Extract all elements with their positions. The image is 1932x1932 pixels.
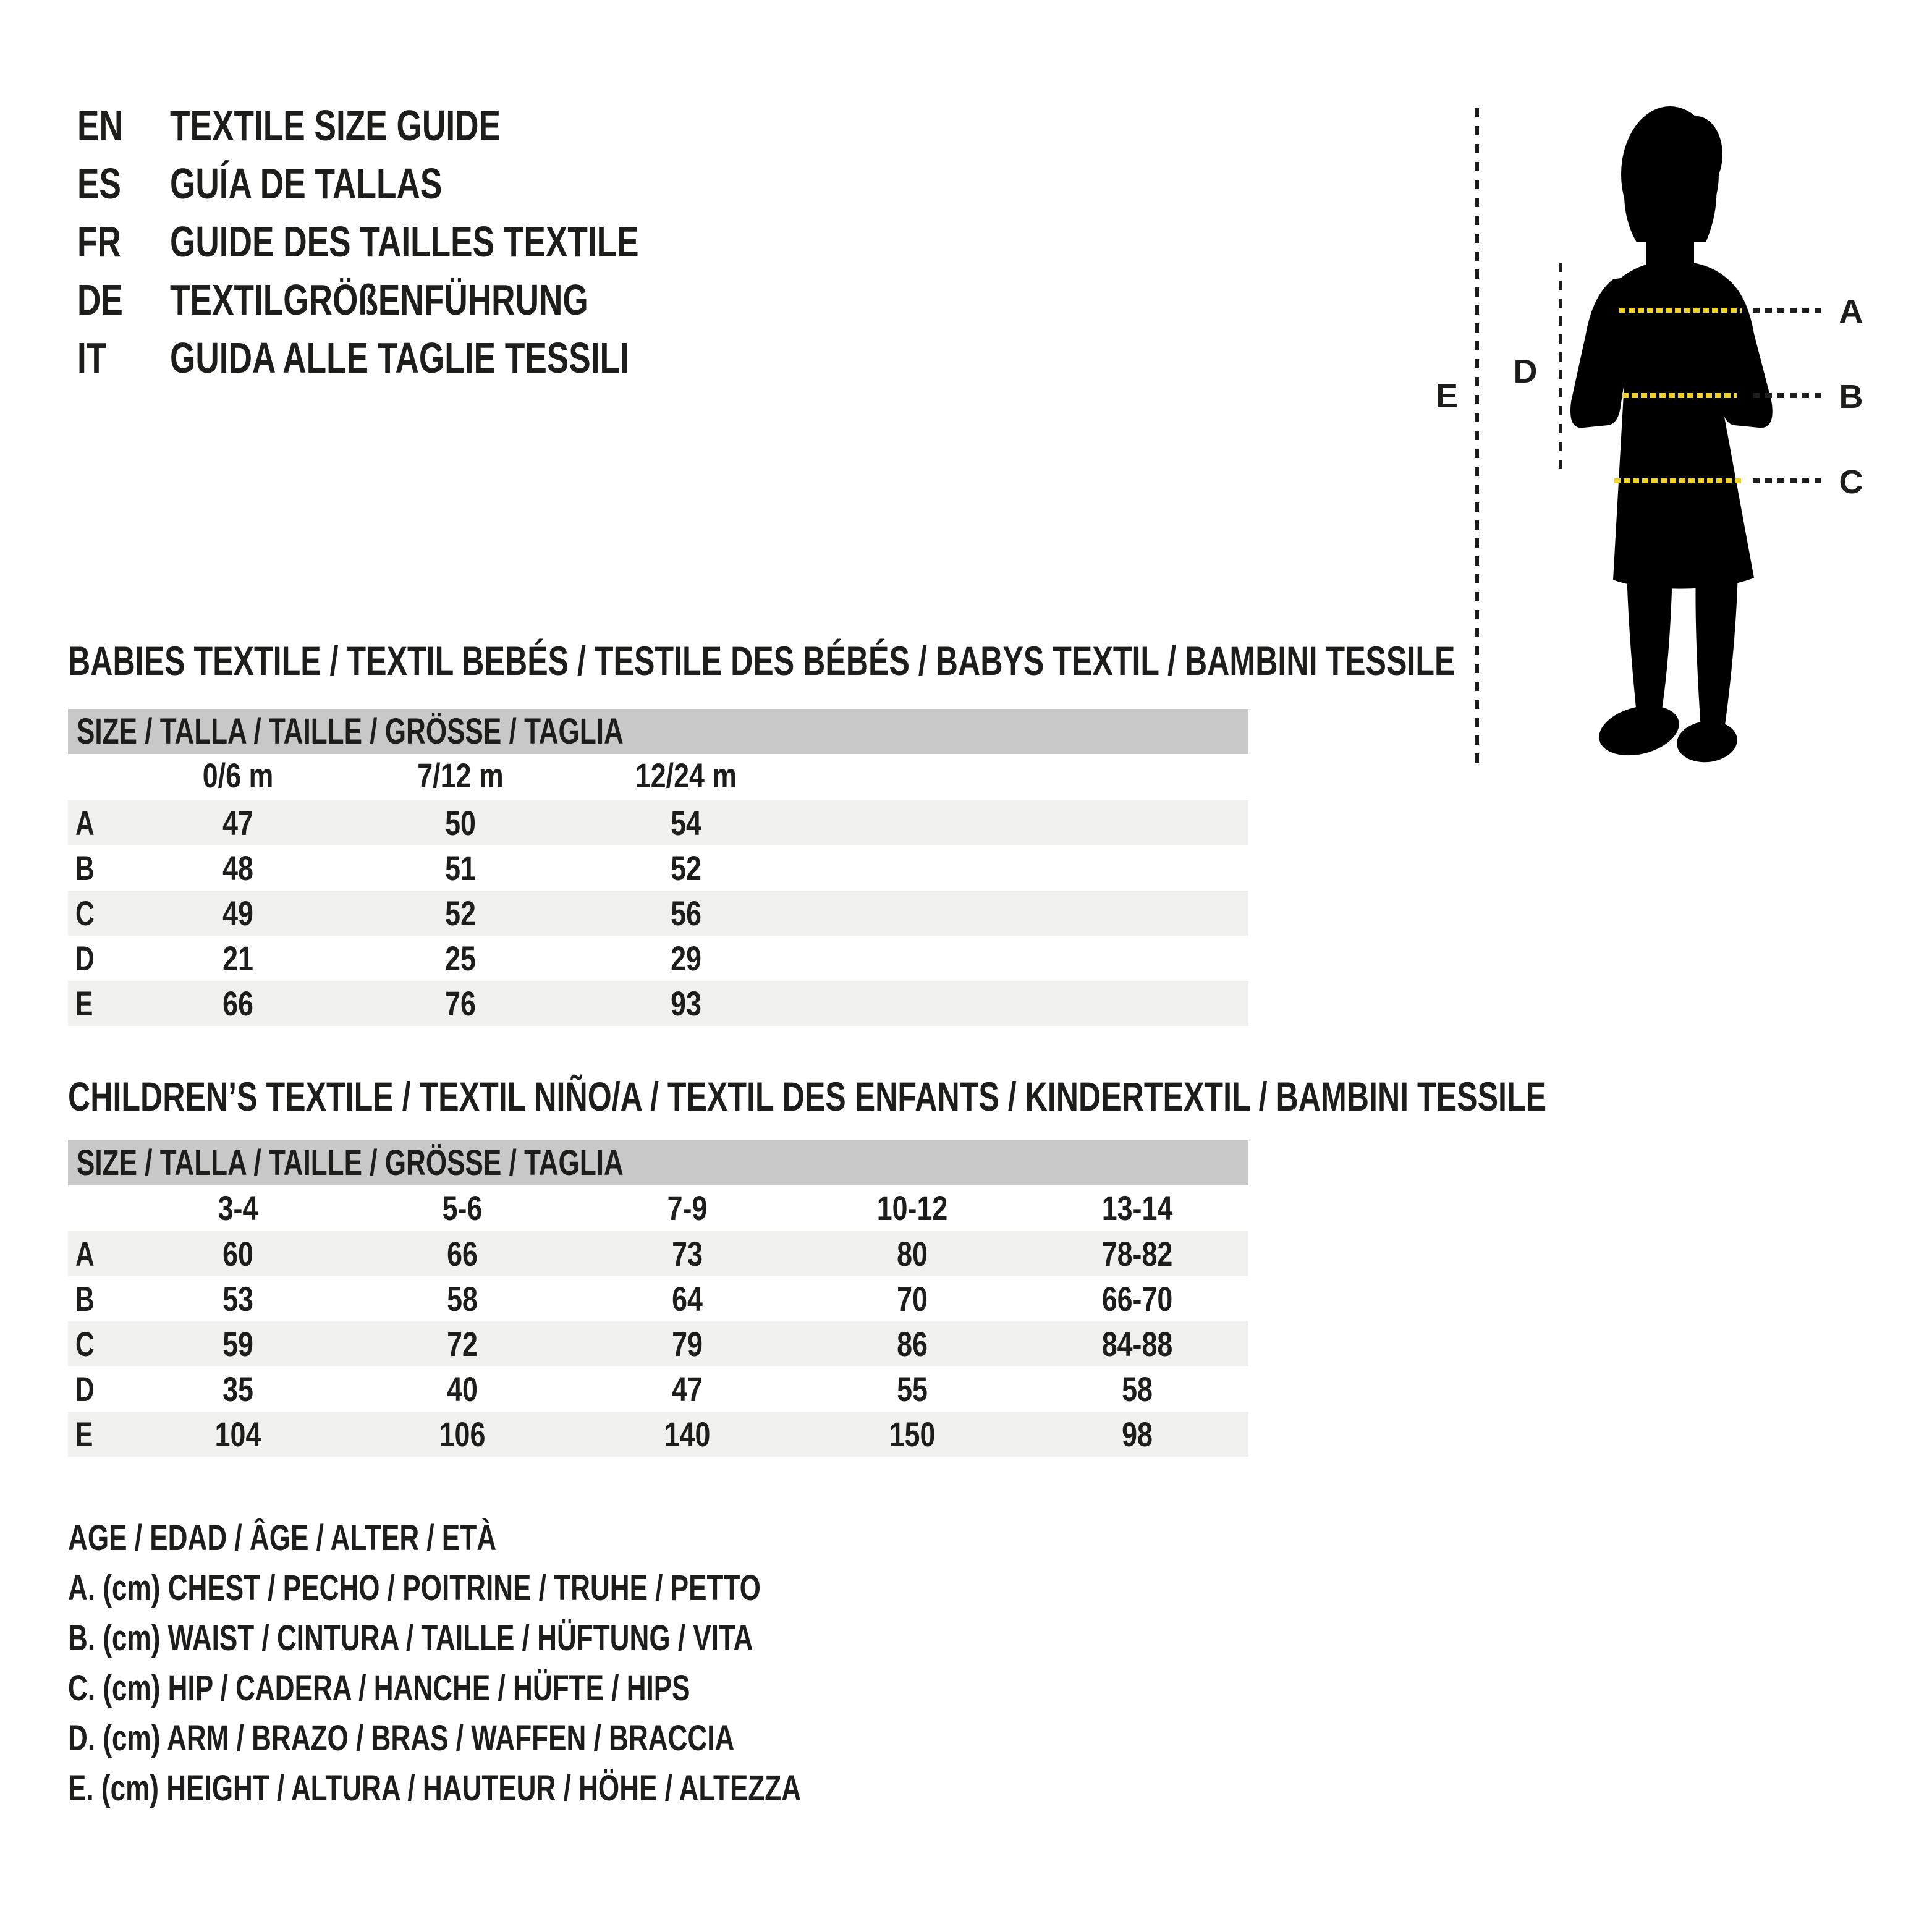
size-value-cell: 79 — [672, 1324, 703, 1363]
age-column-header: 7/12 m — [417, 756, 504, 795]
babies-section-title: BABIES TEXTILE / TEXTIL BEBÉS / TESTILE DES BÉBÉS / BABYS TEXTIL / BAMBINI TESSILE — [68, 638, 1455, 684]
size-header-label: SIZE / TALLA / TAILLE / GRÖSSE / TAGLIA — [77, 711, 624, 752]
age-column-header: 5-6 — [442, 1188, 483, 1227]
size-value-cell: 48 — [222, 849, 253, 888]
age-column-header: 7-9 — [667, 1188, 708, 1227]
size-value-cell: 58 — [447, 1279, 478, 1318]
waist-line-label: B — [1839, 378, 1863, 415]
size-value-cell: 47 — [672, 1370, 703, 1409]
guide-title: GUÍA DE TALLAS — [170, 159, 443, 208]
size-value-cell: 25 — [445, 939, 476, 978]
language-code: FR — [77, 218, 121, 266]
children-section-title: CHILDREN’S TEXTILE / TEXTIL NIÑO/A / TEXTIL DES ENFANTS / KINDERTEXTIL / BAMBINI TESSILE — [68, 1074, 1547, 1119]
measure-row-label: D — [75, 939, 95, 978]
guide-title: TEXTILE SIZE GUIDE — [170, 101, 501, 150]
size-value-cell: 70 — [897, 1279, 928, 1318]
size-table-row — [68, 1412, 1248, 1457]
size-value-cell: 47 — [222, 803, 253, 842]
size-value-cell: 106 — [439, 1415, 486, 1454]
measure-row-label: A — [75, 803, 95, 842]
legend-height-line: E. (cm) HEIGHT / ALTURA / HAUTEUR / HÖHE / ALTEZZA — [68, 1768, 802, 1808]
babies-size-table — [68, 800, 1248, 1026]
measure-row-label: B — [75, 849, 95, 888]
arm-line-label: D — [1513, 353, 1538, 390]
size-value-cell: 59 — [222, 1324, 253, 1363]
size-table-row — [68, 981, 1248, 1026]
size-value-cell: 29 — [671, 939, 701, 978]
age-column-header: 0/6 m — [202, 756, 274, 795]
size-value-cell: 66 — [222, 984, 253, 1023]
legend-waist-line: B. (cm) WAIST / CINTURA / TAILLE / HÜFTUNG / VITA — [68, 1618, 753, 1658]
guide-title: GUIDA ALLE TAGLIE TESSILI — [170, 334, 629, 382]
age-column-header: 13-14 — [1101, 1188, 1173, 1227]
legend-age-line: AGE / EDAD / ÂGE / ALTER / ETÀ — [68, 1518, 497, 1558]
measure-row-label: A — [75, 1234, 95, 1273]
guide-title: TEXTILGRÖßENFÜHRUNG — [170, 276, 588, 324]
size-table-row — [68, 891, 1248, 936]
size-value-cell: 104 — [214, 1415, 261, 1454]
language-code: IT — [77, 334, 107, 382]
age-column-header: 12/24 m — [635, 756, 737, 795]
language-code: EN — [77, 101, 123, 150]
hip-line-label: C — [1839, 464, 1863, 501]
size-value-cell: 64 — [672, 1279, 703, 1318]
size-value-cell: 40 — [447, 1370, 478, 1409]
size-header-label: SIZE / TALLA / TAILLE / GRÖSSE / TAGLIA — [77, 1143, 624, 1183]
size-value-cell: 140 — [664, 1415, 711, 1454]
size-value-cell: 52 — [671, 849, 701, 888]
babies-size-header-band — [68, 709, 1248, 754]
size-value-cell: 52 — [445, 894, 476, 933]
size-value-cell: 35 — [222, 1370, 253, 1409]
size-value-cell: 56 — [671, 894, 701, 933]
size-value-cell: 98 — [1122, 1415, 1153, 1454]
measurement-legend — [68, 1513, 1033, 1813]
children-size-table — [68, 1231, 1248, 1457]
size-value-cell: 78-82 — [1101, 1234, 1173, 1273]
size-value-cell: 60 — [222, 1234, 253, 1273]
height-line-label: E — [1435, 378, 1459, 415]
size-value-cell: 55 — [897, 1370, 928, 1409]
language-code: ES — [77, 159, 121, 208]
chest-line-label: A — [1839, 293, 1863, 330]
size-value-cell: 50 — [445, 803, 476, 842]
size-value-cell: 53 — [222, 1279, 253, 1318]
size-value-cell: 76 — [445, 984, 476, 1023]
size-value-cell: 51 — [445, 849, 476, 888]
size-value-cell: 84-88 — [1101, 1324, 1173, 1363]
measure-row-label: E — [75, 1415, 93, 1454]
size-value-cell: 72 — [447, 1324, 478, 1363]
measure-row-label: C — [75, 894, 95, 933]
legend-arm-line: D. (cm) ARM / BRAZO / BRAS / WAFFEN / BRACCIA — [68, 1718, 735, 1758]
language-code: DE — [77, 276, 123, 324]
size-value-cell: 86 — [897, 1324, 928, 1363]
children-size-header-band — [68, 1140, 1248, 1185]
age-column-header: 3-4 — [218, 1188, 258, 1227]
size-value-cell: 93 — [671, 984, 701, 1023]
size-value-cell: 66-70 — [1101, 1279, 1173, 1318]
size-value-cell: 73 — [672, 1234, 703, 1273]
size-table-row — [68, 845, 1248, 891]
measure-row-label: B — [75, 1279, 95, 1318]
size-value-cell: 66 — [447, 1234, 478, 1273]
size-table-row — [68, 1231, 1248, 1276]
measure-row-label: E — [75, 984, 93, 1023]
size-table-row — [68, 1276, 1248, 1321]
size-value-cell: 49 — [222, 894, 253, 933]
age-column-header: 10-12 — [876, 1188, 948, 1227]
measure-row-label: C — [75, 1324, 95, 1363]
size-value-cell: 150 — [889, 1415, 936, 1454]
size-table-row — [68, 800, 1248, 845]
size-table-row — [68, 936, 1248, 981]
size-value-cell: 54 — [671, 803, 701, 842]
size-table-row — [68, 1321, 1248, 1366]
size-table-row — [68, 1366, 1248, 1412]
size-value-cell: 21 — [222, 939, 253, 978]
legend-chest-line: A. (cm) CHEST / PECHO / POITRINE / TRUHE / PETTO — [68, 1568, 761, 1608]
measure-row-label: D — [75, 1370, 95, 1409]
size-value-cell: 80 — [897, 1234, 928, 1273]
legend-hip-line: C. (cm) HIP / CADERA / HANCHE / HÜFTE / HIPS — [68, 1668, 690, 1708]
guide-title: GUIDE DES TAILLES TEXTILE — [170, 218, 639, 266]
size-value-cell: 58 — [1122, 1370, 1153, 1409]
